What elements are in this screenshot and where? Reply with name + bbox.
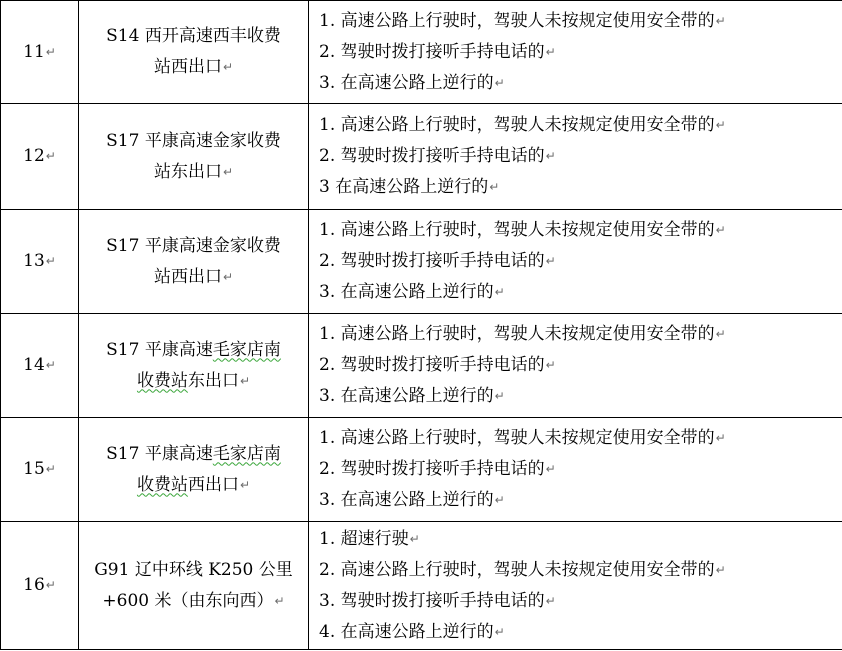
paragraph-mark: ↵	[545, 254, 556, 268]
location-cell	[79, 314, 309, 418]
table-row	[1, 418, 842, 522]
violation-item: 2. 驾驶时拨打接听手持电话的↵	[319, 355, 556, 375]
violation-item: 2. 驾驶时拨打接听手持电话的↵	[319, 146, 556, 166]
violation-item: 2. 高速公路上行驶时，驾驶人未按规定使用安全带的↵	[319, 559, 726, 580]
spellcheck-underlined-text: 收费站	[136, 370, 188, 391]
paragraph-mark: ↵	[545, 358, 556, 372]
location-line: S14 西开高速西丰收费	[106, 26, 281, 46]
paragraph-mark: ↵	[494, 75, 505, 90]
location-line: 站东出口↵	[153, 161, 234, 182]
violation-item: 4. 在高速公路上逆行的↵	[319, 621, 505, 642]
table-row	[1, 1, 842, 104]
row-number-cell	[1, 418, 79, 522]
spellcheck-underlined-text: 毛家店南	[212, 443, 281, 464]
location-line: +600 米（由东向西）↵	[102, 590, 285, 611]
violations-cell	[309, 1, 842, 104]
spellcheck-underlined-text: 收费站	[136, 474, 188, 495]
location-cell	[79, 1, 309, 104]
violation-item: 3. 驾驶时拨打接听手持电话的↵	[319, 590, 556, 611]
violations-cell	[309, 210, 842, 314]
row-number-cell	[1, 104, 79, 210]
paragraph-mark: ↵	[494, 389, 505, 403]
row-number: 14	[23, 355, 45, 375]
paragraph-mark: ↵	[545, 44, 556, 59]
row-number-cell	[1, 314, 79, 418]
paragraph-mark: ↵	[494, 285, 505, 299]
violation-item: 3. 在高速公路上逆行的↵	[319, 490, 505, 510]
location-line: S17 平康高速毛家店南	[106, 339, 281, 360]
violation-item: 3. 在高速公路上逆行的↵	[319, 72, 505, 93]
paragraph-mark: ↵	[45, 578, 56, 592]
paragraph-mark: ↵	[222, 60, 234, 74]
paragraph-mark: ↵	[545, 149, 556, 163]
location-cell	[79, 522, 309, 650]
violation-item: 3. 在高速公路上逆行的↵	[319, 386, 505, 406]
row-number: 11	[23, 41, 45, 62]
violations-cell	[309, 418, 842, 522]
location-line: G91 辽中环线 K250 公里	[94, 559, 293, 580]
paragraph-mark: ↵	[45, 358, 56, 372]
row-number: 12	[23, 146, 45, 166]
paragraph-mark: ↵	[715, 562, 726, 577]
location-cell	[79, 104, 309, 210]
paragraph-mark: ↵	[274, 593, 285, 608]
row-number: 13	[23, 251, 45, 271]
table-row	[1, 314, 842, 418]
violation-item: 2. 驾驶时拨打接听手持电话的↵	[319, 251, 556, 271]
violation-item: 3 在高速公路上逆行的↵	[319, 177, 500, 197]
row-number: 15	[23, 459, 45, 479]
paragraph-mark: ↵	[715, 118, 726, 132]
paragraph-mark: ↵	[45, 462, 56, 476]
violation-item: 2. 驾驶时拨打接听手持电话的↵	[319, 459, 556, 479]
paragraph-mark: ↵	[494, 624, 505, 639]
paragraph-mark: ↵	[239, 477, 251, 492]
paragraph-mark: ↵	[45, 254, 56, 268]
table-row	[1, 210, 842, 314]
violation-item: 1. 高速公路上行驶时，驾驶人未按规定使用安全带的↵	[319, 324, 726, 344]
paragraph-mark: ↵	[222, 164, 234, 179]
violations-cell	[309, 104, 842, 210]
location-line: 站西出口↵	[153, 57, 234, 77]
paragraph-mark: ↵	[494, 493, 505, 507]
paragraph-mark: ↵	[489, 180, 500, 194]
location-line: S17 平康高速毛家店南	[106, 443, 281, 464]
location-line: S17 平康高速金家收费	[106, 130, 281, 151]
paragraph-mark: ↵	[715, 327, 726, 341]
row-number: 16	[23, 575, 45, 595]
violation-item: 1. 高速公路上行驶时，驾驶人未按规定使用安全带的↵	[319, 10, 726, 31]
paragraph-mark: ↵	[222, 269, 234, 284]
violation-item: 1. 高速公路上行驶时，驾驶人未按规定使用安全带的↵	[319, 220, 726, 240]
paragraph-mark: ↵	[715, 13, 726, 28]
row-number-cell	[1, 210, 79, 314]
paragraph-mark: ↵	[715, 223, 726, 237]
paragraph-mark: ↵	[239, 373, 251, 388]
spellcheck-underlined-text: 毛家店南	[212, 339, 281, 360]
violation-item: 1. 超速行驶↵	[319, 528, 420, 549]
paragraph-mark: ↵	[715, 431, 726, 445]
table-row	[1, 104, 842, 210]
violations-cell	[309, 314, 842, 418]
violation-item: 1. 高速公路上行驶时，驾驶人未按规定使用安全带的↵	[319, 115, 726, 135]
location-line: 收费站西出口↵	[136, 474, 251, 495]
paragraph-mark: ↵	[545, 462, 556, 476]
location-line: S17 平康高速金家收费	[106, 235, 281, 256]
violation-item: 2. 驾驶时拨打接听手持电话的↵	[319, 41, 556, 62]
row-number-cell	[1, 522, 79, 650]
location-cell	[79, 418, 309, 522]
paragraph-mark: ↵	[45, 44, 56, 59]
paragraph-mark: ↵	[409, 531, 420, 546]
violations-cell	[309, 522, 842, 650]
location-cell	[79, 210, 309, 314]
violation-item: 3. 在高速公路上逆行的↵	[319, 282, 505, 302]
paragraph-mark: ↵	[545, 593, 556, 608]
location-line: 收费站东出口↵	[136, 370, 251, 391]
paragraph-mark: ↵	[45, 149, 56, 163]
violation-item: 1. 高速公路上行驶时，驾驶人未按规定使用安全带的↵	[319, 428, 726, 448]
row-number-cell	[1, 1, 79, 104]
location-line: 站西出口↵	[153, 266, 234, 287]
table-row	[1, 522, 842, 650]
